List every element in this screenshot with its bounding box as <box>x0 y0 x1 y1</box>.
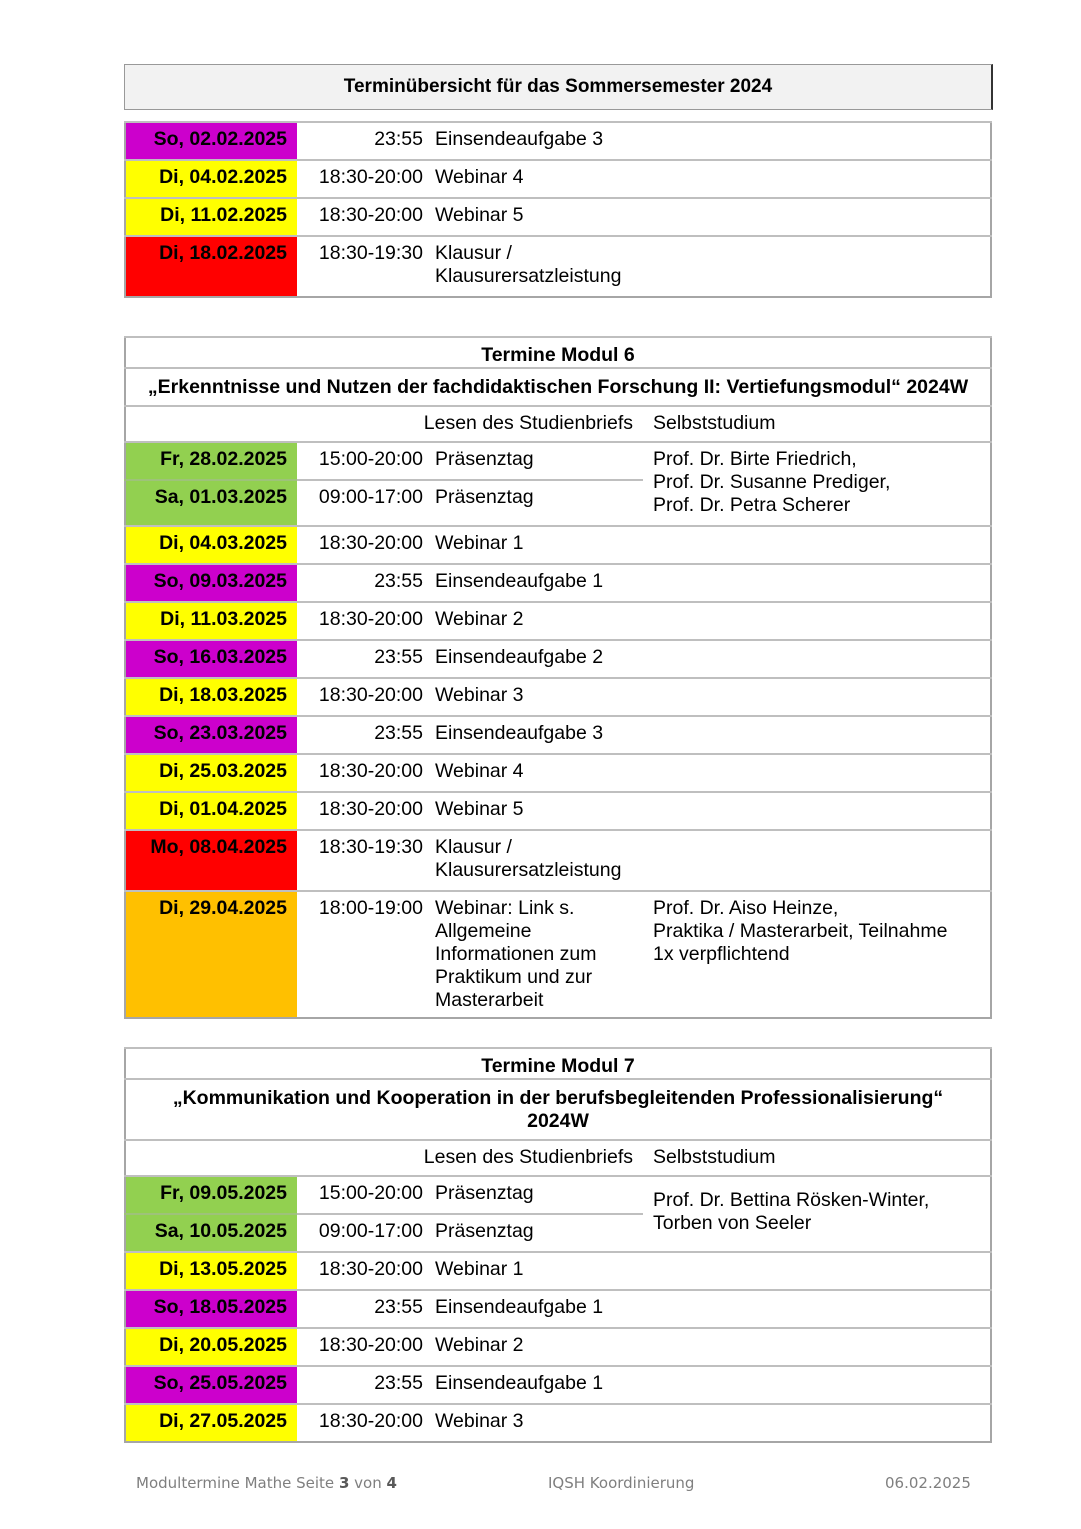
notes-cell <box>643 678 991 716</box>
notes-cell <box>643 891 991 1018</box>
description-cell <box>423 830 643 891</box>
footer-organization: IQSH Koordinierung <box>548 1474 695 1492</box>
description-cell <box>423 122 643 160</box>
date-cell: Di, 29.04.2025 <box>125 891 297 1018</box>
description-cell <box>423 236 643 297</box>
schedule-row <box>125 236 991 297</box>
description-line: Allgemeine <box>435 920 532 942</box>
description-cell <box>423 160 643 198</box>
schedule-row <box>125 602 991 640</box>
schedule-row <box>125 1290 991 1328</box>
description-line: Webinar: Link s. <box>435 897 575 919</box>
notes-cell <box>643 122 991 160</box>
schedule-row <box>125 830 991 891</box>
modul6-schedule-table <box>124 336 992 1019</box>
description-line: Klausurersatzleistung <box>435 859 622 881</box>
date-cell: Sa, 10.05.2025 <box>125 1214 297 1252</box>
date-cell: Di, 13.05.2025 <box>125 1252 297 1290</box>
description-cell <box>423 754 643 792</box>
description-cell <box>423 1328 643 1366</box>
footer-date: 06.02.2025 <box>885 1474 971 1492</box>
description-cell <box>423 1366 643 1404</box>
notes-cell <box>643 526 991 564</box>
date-cell: So, 16.03.2025 <box>125 640 297 678</box>
modul6-title: Termine Modul 6 <box>125 337 991 368</box>
description-line: Klausurersatzleistung <box>435 265 622 287</box>
column-header-lesen: Lesen des Studienbriefs <box>125 406 643 442</box>
date-cell: So, 18.05.2025 <box>125 1290 297 1328</box>
schedule-row <box>125 1328 991 1366</box>
notes-cell <box>643 602 991 640</box>
date-cell: Di, 18.02.2025 <box>125 236 297 297</box>
time-cell: 23:55 <box>297 1366 423 1404</box>
description-cell <box>423 716 643 754</box>
description-cell <box>423 198 643 236</box>
schedule-row <box>125 1176 991 1214</box>
date-cell: Mo, 08.04.2025 <box>125 830 297 891</box>
description-cell <box>423 526 643 564</box>
description-cell: Präsenztag <box>423 1176 643 1214</box>
time-cell: 23:55 <box>297 122 423 160</box>
time-cell: 18:30-19:30 <box>297 236 423 297</box>
description-line: Webinar 5 <box>435 204 524 226</box>
time-cell: 18:30-20:00 <box>297 160 423 198</box>
notes-cell <box>643 160 991 198</box>
modul7-subtitle <box>125 1079 991 1140</box>
overview-title-text: Terminübersicht für das Sommersemester 2024 <box>343 76 773 97</box>
date-cell: Fr, 28.02.2025 <box>125 442 297 480</box>
time-cell: 18:30-19:30 <box>297 830 423 891</box>
modul6-subtitle: „Erkenntnisse und Nutzen der fachdidaktischen Forschung II: Vertiefungsmodul“ 2024W <box>125 368 991 406</box>
description-line: Klausur / <box>435 836 512 858</box>
date-cell: So, 09.03.2025 <box>125 564 297 602</box>
description-cell <box>423 678 643 716</box>
description-cell <box>423 1404 643 1442</box>
schedule-row <box>125 160 991 198</box>
lecturer-name: Prof. Dr. Susanne Prediger, <box>653 471 891 493</box>
description-line: Einsendeaufgabe 1 <box>435 1296 604 1318</box>
time-cell: 09:00-17:00 <box>297 480 423 526</box>
notes-cell <box>643 1328 991 1366</box>
time-cell: 18:30-20:00 <box>297 602 423 640</box>
note-line: Praktika / Masterarbeit, Teilnahme <box>653 920 948 942</box>
schedule-row <box>125 1404 991 1442</box>
description-cell <box>423 891 643 1018</box>
date-cell: So, 23.03.2025 <box>125 716 297 754</box>
column-header-lesen: Lesen des Studienbriefs <box>125 1140 643 1176</box>
date-cell: Sa, 01.03.2025 <box>125 480 297 526</box>
date-cell: Di, 20.05.2025 <box>125 1328 297 1366</box>
description-line: Webinar 4 <box>435 166 524 188</box>
semester-overview-title <box>124 64 993 110</box>
schedule-row <box>125 526 991 564</box>
date-cell: Di, 25.03.2025 <box>125 754 297 792</box>
footer-page-total: 4 <box>386 1474 397 1492</box>
note-line: 1x verpflichtend <box>653 943 790 965</box>
schedule-row <box>125 564 991 602</box>
modul7-subtitle-line: 2024W <box>527 1110 589 1132</box>
date-cell: Di, 04.02.2025 <box>125 160 297 198</box>
description-line: Webinar 2 <box>435 608 524 630</box>
date-cell: Di, 11.03.2025 <box>125 602 297 640</box>
time-cell: 18:30-20:00 <box>297 526 423 564</box>
description-line: Webinar 3 <box>435 1410 524 1432</box>
footer-page-number: 3 <box>338 1474 350 1492</box>
notes-cell <box>643 1252 991 1290</box>
schedule-row <box>125 640 991 678</box>
time-cell: 15:00-20:00 <box>297 442 423 480</box>
time-cell: 18:30-20:00 <box>297 754 423 792</box>
schedule-row <box>125 716 991 754</box>
description-cell <box>423 792 643 830</box>
time-cell: 23:55 <box>297 564 423 602</box>
date-cell: Di, 01.04.2025 <box>125 792 297 830</box>
description-cell: Präsenztag <box>423 480 643 526</box>
time-cell: 09:00-17:00 <box>297 1214 423 1252</box>
column-header-selbststudium: Selbststudium <box>643 406 991 442</box>
description-line: Webinar 1 <box>435 532 524 554</box>
description-line: Informationen zum <box>435 943 597 965</box>
time-cell: 23:55 <box>297 640 423 678</box>
notes-cell <box>643 716 991 754</box>
notes-cell <box>643 640 991 678</box>
note-line: Prof. Dr. Aiso Heinze, <box>653 897 839 919</box>
schedule-row <box>125 442 991 480</box>
time-cell: 18:30-20:00 <box>297 792 423 830</box>
time-cell: 18:00-19:00 <box>297 891 423 1018</box>
time-cell: 23:55 <box>297 1290 423 1328</box>
lecturer-name: Prof. Dr. Bettina Rösken-Winter, <box>653 1189 930 1211</box>
date-cell: So, 02.02.2025 <box>125 122 297 160</box>
description-line: Einsendeaufgabe 3 <box>435 128 604 150</box>
description-line: Einsendeaufgabe 1 <box>435 1372 604 1394</box>
description-cell: Präsenztag <box>423 442 643 480</box>
lecturers-cell <box>643 1176 991 1252</box>
description-cell <box>423 602 643 640</box>
schedule-row <box>125 1366 991 1404</box>
overview-schedule-table <box>124 121 992 298</box>
lecturer-name: Prof. Dr. Birte Friedrich, <box>653 448 857 470</box>
time-cell: 18:30-20:00 <box>297 1252 423 1290</box>
description-line: Masterarbeit <box>435 989 544 1011</box>
description-line: Webinar 2 <box>435 1334 524 1356</box>
schedule-row <box>125 792 991 830</box>
schedule-row <box>125 891 991 1018</box>
description-cell <box>423 640 643 678</box>
description-line: Klausur / <box>435 242 512 264</box>
date-cell: Fr, 09.05.2025 <box>125 1176 297 1214</box>
notes-cell <box>643 1290 991 1328</box>
notes-cell <box>643 198 991 236</box>
footer-page-info <box>136 1474 397 1492</box>
schedule-row <box>125 122 991 160</box>
lecturers-cell <box>643 442 991 526</box>
date-cell: Di, 11.02.2025 <box>125 198 297 236</box>
time-cell: 18:30-20:00 <box>297 198 423 236</box>
time-cell: 18:30-20:00 <box>297 678 423 716</box>
description-line: Einsendeaufgabe 2 <box>435 646 604 668</box>
schedule-row <box>125 678 991 716</box>
description-cell <box>423 1290 643 1328</box>
footer-of: von <box>349 1474 387 1492</box>
description-line: Einsendeaufgabe 1 <box>435 570 604 592</box>
date-cell: Di, 27.05.2025 <box>125 1404 297 1442</box>
description-line: Webinar 3 <box>435 684 524 706</box>
lecturer-name: Prof. Dr. Petra Scherer <box>653 494 851 516</box>
modul7-subtitle-line: „Kommunikation und Kooperation in der berufsbegleitenden Professionalisierung“ <box>172 1087 944 1109</box>
description-line: Einsendeaufgabe 3 <box>435 722 604 744</box>
description-line: Webinar 1 <box>435 1258 524 1280</box>
notes-cell <box>643 1404 991 1442</box>
description-cell: Präsenztag <box>423 1214 643 1252</box>
date-cell: Di, 04.03.2025 <box>125 526 297 564</box>
time-cell: 15:00-20:00 <box>297 1176 423 1214</box>
notes-cell <box>643 236 991 297</box>
notes-cell <box>643 830 991 891</box>
modul7-schedule-table <box>124 1047 992 1443</box>
notes-cell <box>643 754 991 792</box>
time-cell: 18:30-20:00 <box>297 1328 423 1366</box>
date-cell: So, 25.05.2025 <box>125 1366 297 1404</box>
description-line: Webinar 4 <box>435 760 524 782</box>
schedule-row <box>125 198 991 236</box>
lecturer-name: Torben von Seeler <box>653 1212 812 1234</box>
description-line: Praktikum und zur <box>435 966 593 988</box>
footer-prefix: Modultermine Mathe Seite <box>136 1474 339 1492</box>
schedule-row <box>125 1252 991 1290</box>
description-line: Webinar 5 <box>435 798 524 820</box>
date-cell: Di, 18.03.2025 <box>125 678 297 716</box>
notes-cell <box>643 792 991 830</box>
description-cell <box>423 1252 643 1290</box>
notes-cell <box>643 564 991 602</box>
description-cell <box>423 564 643 602</box>
column-header-selbststudium: Selbststudium <box>643 1140 991 1176</box>
time-cell: 23:55 <box>297 716 423 754</box>
time-cell: 18:30-20:00 <box>297 1404 423 1442</box>
schedule-row <box>125 754 991 792</box>
modul7-title: Termine Modul 7 <box>125 1048 991 1079</box>
notes-cell <box>643 1366 991 1404</box>
